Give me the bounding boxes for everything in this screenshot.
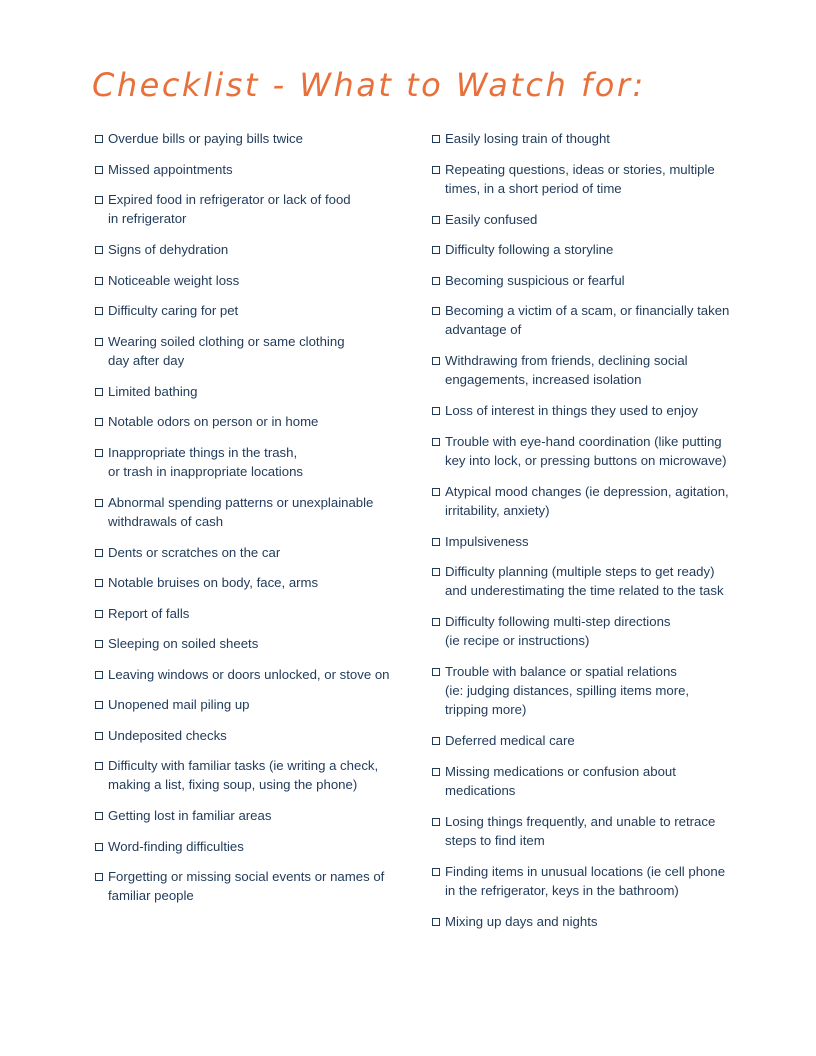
checklist-item-text: Missed appointments <box>108 161 233 177</box>
checkbox-icon[interactable] <box>432 407 440 415</box>
checklist-item <box>432 401 752 420</box>
checklist-item-text: Limited bathing <box>108 383 198 399</box>
checklist-item <box>95 867 410 905</box>
checkbox-icon[interactable] <box>95 549 103 557</box>
checklist-item-text: Deferred medical care <box>445 733 575 748</box>
left-checklist-column <box>95 129 410 917</box>
checklist-item-text: Missing medications or confusion about medications <box>445 763 676 798</box>
checklist-item-text: Difficulty following multi-step directions (ie recipe or instructions) <box>445 614 671 648</box>
checklist-item <box>432 662 752 719</box>
checklist-item-text: Atypical mood changes (ie depression, agitation, irritability, anxiety) <box>445 483 729 518</box>
checklist-item <box>432 210 752 229</box>
checkbox-icon[interactable] <box>95 579 103 587</box>
checkbox-icon[interactable] <box>432 438 440 446</box>
checklist-item <box>432 432 752 470</box>
checklist-item <box>432 240 752 259</box>
checklist-item-text: Impulsiveness <box>445 533 529 549</box>
checkbox-icon[interactable] <box>95 701 103 709</box>
checkbox-icon[interactable] <box>95 338 103 346</box>
checkbox-icon[interactable] <box>95 812 103 820</box>
checklist-item <box>95 665 410 684</box>
checklist-item <box>95 695 410 714</box>
checklist-item-text: Withdrawing from friends, declining social engagements, increased isolation <box>445 353 688 387</box>
checkbox-icon[interactable] <box>95 307 103 315</box>
checklist-item-text: Becoming suspicious or fearful <box>445 272 625 288</box>
checklist-item-text: Difficulty following a storyline <box>445 242 614 257</box>
checkbox-icon[interactable] <box>432 768 440 776</box>
checklist-item-text: Expired food in refrigerator or lack of food in refrigerator <box>108 192 351 226</box>
checklist-item-text: Notable bruises on body, face, arms <box>108 575 319 590</box>
checkbox-icon[interactable] <box>95 499 103 507</box>
checkbox-icon[interactable] <box>432 166 440 174</box>
checklist-item-text: Difficulty caring for pet <box>108 303 239 318</box>
checklist-item <box>432 271 752 290</box>
checklist-item-text: Mixing up days and nights <box>445 913 598 929</box>
checkbox-icon[interactable] <box>432 737 440 745</box>
checklist-item <box>95 634 410 653</box>
checklist-item-text: Easily confused <box>445 211 538 227</box>
checklist-item-text: Trouble with balance or spatial relations (ie: judging distances, spilling items more, tripping more) <box>445 664 690 717</box>
checkbox-icon[interactable] <box>432 568 440 576</box>
checkbox-icon[interactable] <box>95 166 103 174</box>
checkbox-icon[interactable] <box>432 668 440 676</box>
checklist-item <box>95 412 410 431</box>
checkbox-icon[interactable] <box>95 640 103 648</box>
checklist-item <box>95 543 410 562</box>
checklist-item <box>95 756 410 794</box>
checkbox-icon[interactable] <box>95 610 103 618</box>
checklist-item <box>432 129 752 148</box>
checklist-item <box>95 382 410 401</box>
checklist-item <box>432 532 752 551</box>
checklist-item <box>432 160 752 198</box>
checkbox-icon[interactable] <box>432 868 440 876</box>
checklist-item <box>95 332 410 370</box>
checkbox-icon[interactable] <box>432 246 440 254</box>
checklist-item-text: Difficulty planning (multiple steps to get ready) and underestimating the time related to the task <box>445 564 724 598</box>
checklist-item <box>432 862 752 900</box>
checkbox-icon[interactable] <box>432 277 440 285</box>
checkbox-icon[interactable] <box>95 762 103 770</box>
checklist-item <box>95 301 410 320</box>
checkbox-icon[interactable] <box>432 618 440 626</box>
checklist-item <box>95 726 410 745</box>
checklist-item <box>432 812 752 850</box>
checklist-item <box>432 912 752 931</box>
checkbox-icon[interactable] <box>432 538 440 546</box>
checklist-item-text: Noticeable weight loss <box>108 272 240 288</box>
checklist-item-text: Unopened mail piling up <box>108 697 250 712</box>
checklist-item-text: Loss of interest in things they used to enjoy <box>445 403 698 418</box>
checklist-item <box>432 351 752 389</box>
checkbox-icon[interactable] <box>95 671 103 679</box>
checklist-item <box>432 731 752 750</box>
checkbox-icon[interactable] <box>432 307 440 315</box>
checklist-item <box>95 190 410 228</box>
checklist-item <box>95 806 410 825</box>
checkbox-icon[interactable] <box>432 918 440 926</box>
checklist-item <box>432 762 752 800</box>
checklist-item <box>95 443 410 481</box>
checklist-item-text: Abnormal spending patterns or unexplainable withdrawals of cash <box>108 494 374 529</box>
checklist-item <box>95 837 410 856</box>
checklist-item <box>432 482 752 520</box>
checklist-item-text: Trouble with eye-hand coordination (like putting key into lock, or pressing buttons on microwave) <box>445 433 727 468</box>
checklist-item <box>95 129 410 148</box>
checkbox-icon[interactable] <box>432 818 440 826</box>
checklist-item <box>432 562 752 600</box>
checklist-item <box>95 493 410 531</box>
checkbox-icon[interactable] <box>432 135 440 143</box>
page-title: Checklist - What to Watch for: <box>92 66 646 104</box>
checklist-item-text: Dents or scratches on the car <box>108 544 281 560</box>
checklist-item <box>95 573 410 592</box>
checklist-item-text: Undeposited checks <box>108 727 227 743</box>
right-checklist-column <box>432 129 752 942</box>
checklist-item-text: Overdue bills or paying bills twice <box>108 131 303 146</box>
checkbox-icon[interactable] <box>95 843 103 851</box>
checklist-item-text: Repeating questions, ideas or stories, multiple times, in a short period of time <box>445 161 715 196</box>
checklist-item-text: Leaving windows or doors unlocked, or stove on <box>108 666 390 682</box>
checkbox-icon[interactable] <box>95 732 103 740</box>
checkbox-icon[interactable] <box>432 488 440 496</box>
checklist-item-text: Easily losing train of thought <box>445 131 610 146</box>
checklist-item <box>95 240 410 259</box>
checklist-item <box>432 612 752 650</box>
checkbox-icon[interactable] <box>95 388 103 396</box>
checklist-item-text: Notable odors on person or in home <box>108 414 319 429</box>
checklist-item-text: Losing things frequently, and unable to retrace steps to find item <box>445 813 716 848</box>
checklist-item-text: Word-finding difficulties <box>108 838 244 854</box>
checklist-item-text: Finding items in unusual locations (ie cell phone in the refrigerator, keys in the bathroom) <box>445 863 726 898</box>
checklist-item-text: Difficulty with familiar tasks (ie writing a check, making a list, fixing soup, using the phone) <box>108 758 379 792</box>
checkbox-icon[interactable] <box>95 196 103 204</box>
checkbox-icon[interactable] <box>95 873 103 881</box>
checklist-item <box>95 271 410 290</box>
checkbox-icon[interactable] <box>95 449 103 457</box>
checklist-item-text: Report of falls <box>108 605 190 621</box>
checklist-item-text: Inappropriate things in the trash, or trash in inappropriate locations <box>108 444 303 479</box>
checkbox-icon[interactable] <box>95 246 103 254</box>
checklist-item-text: Sleeping on soiled sheets <box>108 636 259 651</box>
checklist-item <box>95 160 410 179</box>
checklist-item-text: Getting lost in familiar areas <box>108 808 272 823</box>
checkbox-icon[interactable] <box>95 277 103 285</box>
checklist-item-text: Wearing soiled clothing or same clothing day after day <box>108 333 345 368</box>
checklist-item-text: Forgetting or missing social events or names of familiar people <box>108 869 385 903</box>
checklist-item <box>95 604 410 623</box>
checkbox-icon[interactable] <box>95 418 103 426</box>
checkbox-icon[interactable] <box>95 135 103 143</box>
checkbox-icon[interactable] <box>432 357 440 365</box>
checkbox-icon[interactable] <box>432 216 440 224</box>
checklist-item <box>432 301 752 339</box>
checklist-item-text: Signs of dehydration <box>108 242 229 257</box>
checklist-item-text: Becoming a victim of a scam, or financially taken advantage of <box>445 303 730 337</box>
